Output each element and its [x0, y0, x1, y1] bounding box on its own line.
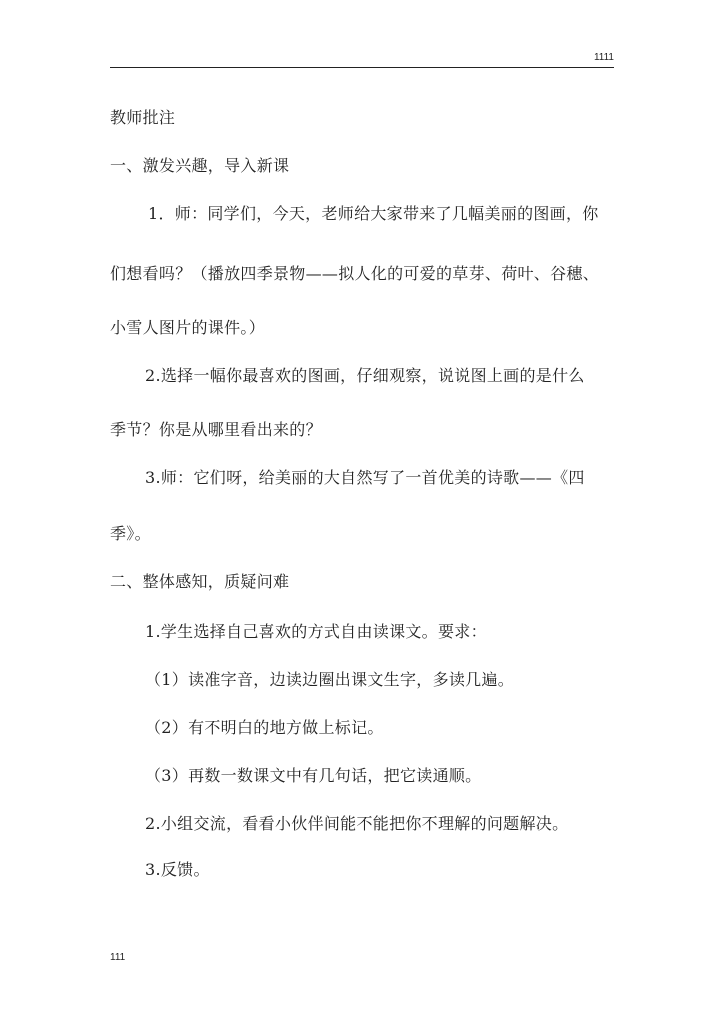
list-item: （1）读准字音，边读边圈出课文生字，多读几遍。	[145, 670, 515, 689]
header-rule	[110, 67, 614, 68]
section-heading-1: 一、激发兴趣，导入新课	[110, 156, 290, 175]
section-heading-2: 二、整体感知，质疑问难	[110, 572, 290, 591]
header-page-label: 1111	[593, 52, 614, 63]
paragraph-line: 季节？你是从哪里看出来的？	[110, 420, 322, 439]
paragraph-line: 季》。	[110, 524, 151, 543]
list-item: （3）再数一数课文中有几句话，把它读通顺。	[145, 766, 482, 785]
list-item: 3.反馈。	[145, 860, 210, 879]
paragraph-line: 1．师：同学们，今天，老师给大家带来了几幅美丽的图画，你	[148, 204, 599, 223]
paragraph-line: 们想看吗？（播放四季景物——拟人化的可爱的草芽、荷叶、谷穗、	[110, 264, 600, 283]
list-item: 1.学生选择自己喜欢的方式自由读课文。要求：	[145, 622, 487, 641]
footer-page-number: 111	[110, 952, 126, 963]
teacher-note-heading: 教师批注	[110, 108, 176, 127]
list-item: （2）有不明白的地方做上标记。	[145, 718, 384, 737]
paragraph-line: 3.师：它们呀，给美丽的大自然写了一首优美的诗歌——《四	[145, 468, 585, 487]
paragraph-line: 2.选择一幅你最喜欢的图画，仔细观察，说说图上画的是什么	[145, 366, 585, 385]
paragraph-line: 小雪人图片的课件。）	[110, 318, 266, 337]
list-item: 2.小组交流，看看小伙伴间能不能把你不理解的问题解决。	[145, 814, 569, 833]
